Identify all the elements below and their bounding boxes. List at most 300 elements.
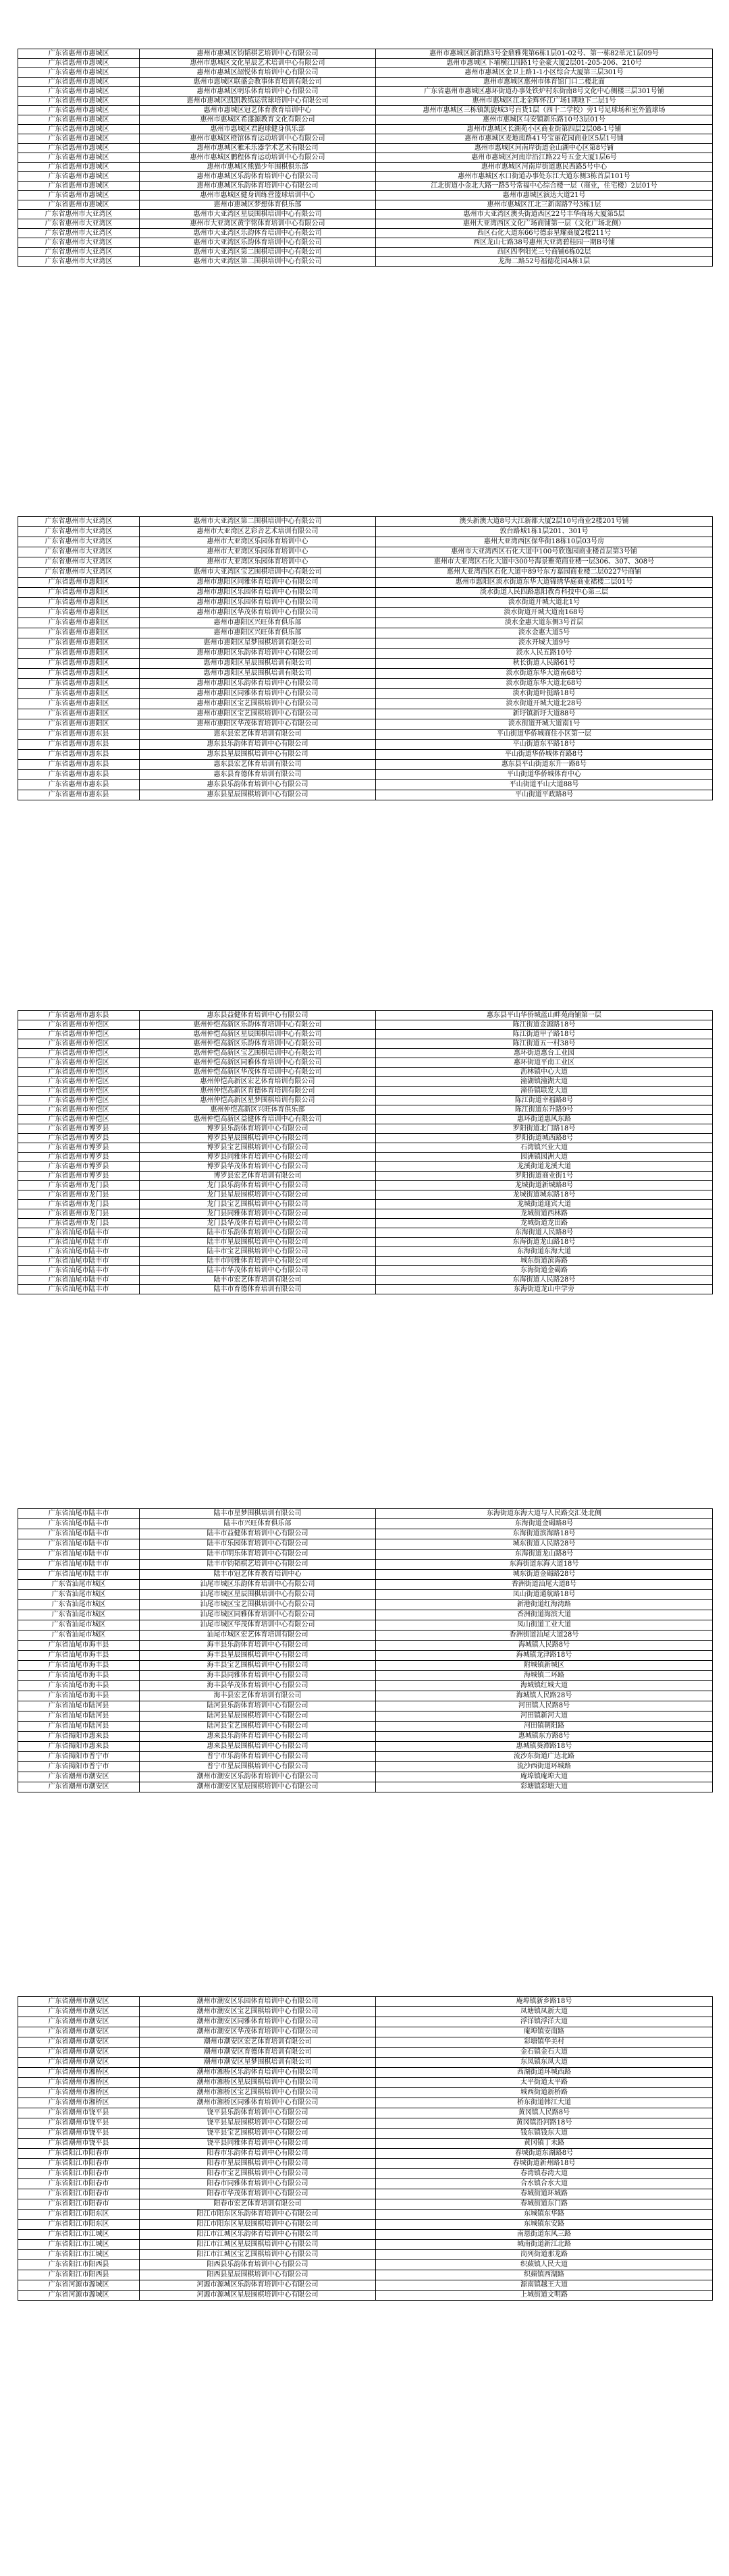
institution-name-cell: 龙门县华茂体育培训中心有限公司	[140, 1219, 376, 1228]
institution-name-cell: 普宁市星辰围棋培训中心有限公司	[140, 1762, 376, 1772]
table-row	[18, 59, 713, 68]
region-cell: 广东省汕尾市陆丰市	[18, 1238, 140, 1247]
institution-name-cell: 惠州市惠城区联盛会教事体育培训有限公司	[140, 78, 376, 87]
institution-name-cell: 陆丰市宝艺围棋培训中心有限公司	[140, 1247, 376, 1257]
institution-name-cell: 惠东县宏艺体育培训有限公司	[140, 760, 376, 770]
institution-name-cell: 惠州市惠城区希盛源教育文化有限公司	[140, 115, 376, 125]
region-cell: 广东省惠州市惠城区	[18, 200, 140, 210]
institution-name-cell: 惠州市惠阳区乐园体育培训中心有限公司	[140, 588, 376, 598]
region-cell: 广东省潮州市潮安区	[18, 2037, 140, 2048]
region-cell: 广东省阳江市阳东区	[18, 2210, 140, 2220]
table-row	[18, 2007, 713, 2017]
table-row	[18, 238, 713, 248]
address-cell: 敦台路城1栋1层201、301号	[376, 527, 713, 537]
region-cell: 广东省汕尾市陆丰市	[18, 1247, 140, 1257]
region-cell: 广东省潮州市饶平县	[18, 2108, 140, 2118]
address-cell: 惠东县平山华侨城蓝山畔苑商铺第一层	[376, 1011, 713, 1020]
table-row	[18, 1997, 713, 2007]
table-row	[18, 1068, 713, 1077]
address-cell: 龙城街道城东路18号	[376, 1190, 713, 1200]
institution-name-cell: 博罗县星辰围棋培训中心有限公司	[140, 1134, 376, 1143]
institution-name-cell: 陆丰市星梦围棋培训有限公司	[140, 1509, 376, 1519]
institution-name-cell: 惠州市惠阳区乐韵体育培训中心有限公司	[140, 649, 376, 659]
address-cell: 凤山街道工业大道	[376, 1620, 713, 1630]
address-cell: 惠州市惠城区麦地南路41号宝丽花园商业区5层1号铺	[376, 134, 713, 144]
table-row	[18, 191, 713, 200]
table-row	[18, 638, 713, 649]
region-cell: 广东省惠州市惠城区	[18, 163, 140, 172]
address-cell: 东海街道龙山路18号	[376, 1238, 713, 1247]
institution-name-cell: 龙门县宝艺围棋培训中心有限公司	[140, 1200, 376, 1209]
table-row	[18, 750, 713, 760]
address-cell: 淡水金惠大道东侧3号首层	[376, 618, 713, 628]
table-row	[18, 649, 713, 659]
region-cell: 广东省汕尾市城区	[18, 1600, 140, 1610]
address-cell: 东海街道龙山路8号	[376, 1550, 713, 1560]
table-row	[18, 659, 713, 669]
table-row	[18, 578, 713, 588]
institution-name-cell: 惠州市惠阳区星辰围棋培训有限公司	[140, 669, 376, 679]
region-cell: 广东省惠州市仲恺区	[18, 1068, 140, 1077]
table-row	[18, 1671, 713, 1681]
institution-name-cell: 惠州仲恺高新区育德体育培训有限公司	[140, 1087, 376, 1096]
table-row	[18, 1519, 713, 1529]
table-row	[18, 1200, 713, 1209]
institution-name-cell: 普宁市乐韵体育培训中心有限公司	[140, 1752, 376, 1762]
table-row	[18, 153, 713, 163]
address-cell: 彩塘镇彩塘大道	[376, 1782, 713, 1792]
institution-name-cell: 陆河县星辰围棋培训中心有限公司	[140, 1711, 376, 1722]
institution-name-cell: 陆丰市华茂体育培训中心有限公司	[140, 1266, 376, 1276]
institution-name-cell: 惠州市惠城区乐韵体育培训中心有限公司	[140, 172, 376, 182]
region-cell: 广东省惠州市大亚湾区	[18, 238, 140, 248]
region-cell: 广东省阳江市阳春市	[18, 2199, 140, 2210]
region-cell: 广东省河源市源城区	[18, 2280, 140, 2291]
institution-name-cell: 惠东县宏艺体育培训有限公司	[140, 730, 376, 740]
region-cell: 广东省潮州市潮安区	[18, 2007, 140, 2017]
table-row	[18, 248, 713, 257]
address-cell: 海城镇人民路28号	[376, 1691, 713, 1701]
institution-name-cell: 惠州市惠阳区宝艺围棋培训中心有限公司	[140, 699, 376, 709]
address-cell: 香洲街道海滨大道	[376, 1610, 713, 1620]
institution-table	[18, 516, 713, 800]
institution-name-cell: 惠州市惠阳区同雅体育培训中心有限公司	[140, 689, 376, 699]
region-cell: 广东省汕尾市海丰县	[18, 1641, 140, 1651]
region-cell: 广东省惠州市惠城区	[18, 78, 140, 87]
table-row	[18, 1058, 713, 1068]
address-cell: 惠州市惠城区下埔横江四路1号金豪大厦2层01-205-206、210号	[376, 59, 713, 68]
table-row	[18, 172, 713, 182]
institution-name-cell: 潮州市湘桥区宝艺围棋培训中心有限公司	[140, 2088, 376, 2098]
region-cell: 广东省阳江市阳春市	[18, 2179, 140, 2189]
institution-name-cell: 阳江市江城区星辰围棋培训中心有限公司	[140, 2240, 376, 2250]
region-cell: 广东省惠州市大亚湾区	[18, 527, 140, 537]
institution-name-cell: 惠州市大亚湾区艺彩音艺术培训有限公司	[140, 527, 376, 537]
address-cell: 黄冈镇人民路8号	[376, 2108, 713, 2118]
table-row	[18, 689, 713, 699]
institution-name-cell: 惠州市大亚湾区乐园体育培训中心	[140, 557, 376, 568]
address-cell: 东海街道东海大道	[376, 1247, 713, 1257]
table-row	[18, 2139, 713, 2149]
table-row	[18, 1762, 713, 1772]
region-cell: 广东省惠州市仲恺区	[18, 1039, 140, 1049]
table-row	[18, 182, 713, 191]
address-cell: 惠州大亚湾西区文化广场商铺第一层（文化广场北侧）	[376, 219, 713, 229]
institution-name-cell: 陆河县乐韵体育培训中心有限公司	[140, 1701, 376, 1711]
region-cell: 广东省潮州市湘桥区	[18, 2088, 140, 2098]
address-cell: 东海街道金碣路	[376, 1266, 713, 1276]
institution-name-cell: 汕尾市城区乐韵体育培训中心有限公司	[140, 1580, 376, 1590]
table-row	[18, 97, 713, 106]
address-cell: 岗列街道那龙路	[376, 2250, 713, 2260]
region-cell: 广东省潮州市潮安区	[18, 1782, 140, 1792]
region-cell: 广东省惠州市惠城区	[18, 87, 140, 97]
address-cell: 惠州市惠城区金卫上路1-1小区综合大厦第三层301号	[376, 68, 713, 78]
address-cell: 城东街道人民路28号	[376, 1539, 713, 1550]
address-cell: 惠环街道惠风东路	[376, 1115, 713, 1124]
address-cell: 惠州市惠城区新消路3号金鼎雅苑第6栋1层01-02号、第一栋82单元1层09号	[376, 49, 713, 59]
institution-name-cell: 惠州市惠阳区同雅体育培训中心有限公司	[140, 578, 376, 588]
institution-name-cell: 阳春市乐韵体育培训中心有限公司	[140, 2149, 376, 2159]
address-cell: 彩塘镇华美村	[376, 2037, 713, 2048]
region-cell: 广东省潮州市潮安区	[18, 1772, 140, 1782]
institution-name-cell: 龙门县星辰围棋培训中心有限公司	[140, 1190, 376, 1200]
region-cell: 广东省惠州市龙门县	[18, 1219, 140, 1228]
table-row	[18, 1691, 713, 1701]
institution-name-cell: 阳西县乐韵体育培训中心有限公司	[140, 2260, 376, 2270]
region-cell: 广东省惠州市大亚湾区	[18, 557, 140, 568]
table-row	[18, 2088, 713, 2098]
institution-table	[18, 1010, 713, 1294]
address-cell: 平山街道华侨城体育路8号	[376, 750, 713, 760]
region-cell: 广东省揭阳市惠来县	[18, 1742, 140, 1752]
region-cell: 广东省潮州市湘桥区	[18, 2068, 140, 2078]
region-cell: 广东省惠州市大亚湾区	[18, 547, 140, 557]
address-cell: 惠州市惠阳区淡水街道东华大道锦绣华庭商业裙楼二层01号	[376, 578, 713, 588]
institution-name-cell: 河源市源城区乐韵体育培训中心有限公司	[140, 2280, 376, 2291]
table-row	[18, 2118, 713, 2129]
region-cell: 广东省惠州市龙门县	[18, 1190, 140, 1200]
institution-table	[18, 1508, 713, 1792]
table-row	[18, 1190, 713, 1200]
table-row	[18, 1711, 713, 1722]
address-cell: 惠州大亚湾西区石化大道中89号东方嘉园商业楼二层0227号商铺	[376, 568, 713, 578]
institution-name-cell: 惠东县乐韵体育培训中心有限公司	[140, 740, 376, 750]
region-cell: 广东省惠州市惠城区	[18, 97, 140, 106]
institution-name-cell: 惠州仲恺高新区华茂体育培训中心有限公司	[140, 1068, 376, 1077]
institution-name-cell: 饶平县宝艺围棋培训中心有限公司	[140, 2129, 376, 2139]
table-row	[18, 1630, 713, 1641]
institution-name-cell: 惠州市惠城区熊猫少年围棋俱乐部	[140, 163, 376, 172]
table-row	[18, 679, 713, 689]
address-cell: 惠州市惠城区长湖苑小区商业街第四层2层08-1号铺	[376, 125, 713, 134]
region-cell: 广东省惠州市龙门县	[18, 1200, 140, 1209]
institution-name-cell: 阳江市江城区宝艺围棋培训中心有限公司	[140, 2250, 376, 2260]
institution-name-cell: 惠州仲恺高新区宏艺体育培训有限公司	[140, 1077, 376, 1087]
table-row	[18, 1049, 713, 1058]
address-cell: 惠东县平山街道东升一路8号	[376, 760, 713, 770]
address-cell: 淡水街道开城大道北28号	[376, 699, 713, 709]
institution-name-cell: 饶平县星辰围棋培训中心有限公司	[140, 2118, 376, 2129]
region-cell: 广东省惠州市大亚湾区	[18, 229, 140, 238]
institution-name-cell: 陆丰市同雅体育培训中心有限公司	[140, 1257, 376, 1266]
table-row	[18, 1772, 713, 1782]
table-row	[18, 2189, 713, 2199]
region-cell: 广东省阳江市江城区	[18, 2230, 140, 2240]
table-row	[18, 537, 713, 547]
table-row	[18, 2108, 713, 2118]
address-cell: 桥东街道韩江大道	[376, 2098, 713, 2108]
table-row	[18, 1285, 713, 1294]
region-cell: 广东省潮州市饶平县	[18, 2118, 140, 2129]
institution-name-cell: 陆丰市宏艺体育培训有限公司	[140, 1276, 376, 1285]
region-cell: 广东省汕尾市陆丰市	[18, 1509, 140, 1519]
region-cell: 广东省惠州市仲恺区	[18, 1105, 140, 1115]
address-cell: 惠环街道惠台工业园	[376, 1049, 713, 1058]
institution-name-cell: 惠州仲恺高新区同雅体育培训中心有限公司	[140, 1058, 376, 1068]
table-row	[18, 2098, 713, 2108]
table-row	[18, 2240, 713, 2250]
institution-name-cell: 惠州市大亚湾区乐园体育培训中心	[140, 547, 376, 557]
address-cell: 潼侨镇联发大道	[376, 1087, 713, 1096]
institution-name-cell: 陆丰市星辰围棋培训中心有限公司	[140, 1238, 376, 1247]
table-row	[18, 2291, 713, 2301]
institution-name-cell: 惠州仲恺高新区兴旺体育俱乐部	[140, 1105, 376, 1115]
table-row	[18, 1030, 713, 1039]
table-row	[18, 1509, 713, 1519]
region-cell: 广东省惠州市惠城区	[18, 182, 140, 191]
address-cell: 织𬞟镇西湖路	[376, 2270, 713, 2280]
address-cell: 陈江街道金源路18号	[376, 1020, 713, 1030]
table-row	[18, 1266, 713, 1276]
address-cell: 石湾镇兴业大道	[376, 1143, 713, 1153]
table-row	[18, 1752, 713, 1762]
address-cell: 东海街道滨海路18号	[376, 1529, 713, 1539]
institution-name-cell: 陆丰市兴旺体育俱乐部	[140, 1519, 376, 1529]
table-row	[18, 1620, 713, 1630]
institution-name-cell: 惠州市惠城区雅禾乐器学术艺术有限公司	[140, 144, 376, 153]
address-cell: 新港街道红海湾路	[376, 1600, 713, 1610]
address-cell: 庵埠镇庵埠大道	[376, 1772, 713, 1782]
region-cell: 广东省潮州市潮安区	[18, 2048, 140, 2058]
institution-name-cell: 博罗县华茂体育培训中心有限公司	[140, 1162, 376, 1172]
institution-table	[18, 1996, 713, 2301]
table-row	[18, 219, 713, 229]
institution-name-cell: 惠州市惠阳区兴旺体育俱乐部	[140, 618, 376, 628]
region-cell: 广东省惠州市博罗县	[18, 1134, 140, 1143]
table-row	[18, 1238, 713, 1247]
institution-name-cell: 惠州市大亚湾区乐韵体育培训中心有限公司	[140, 229, 376, 238]
table-row	[18, 1247, 713, 1257]
table-row	[18, 1257, 713, 1266]
region-cell: 广东省惠州市仲恺区	[18, 1115, 140, 1124]
table-row	[18, 210, 713, 219]
address-cell: 龙城街道迎宾大道	[376, 1200, 713, 1209]
table-row	[18, 134, 713, 144]
table-row	[18, 2129, 713, 2139]
institution-name-cell: 海丰县宏艺体育培训有限公司	[140, 1691, 376, 1701]
address-cell: 陈江街道幸福路8号	[376, 1096, 713, 1105]
address-cell: 淡水金惠大道5号	[376, 628, 713, 638]
institution-name-cell: 惠州仲恺高新区宝艺围棋培训中心有限公司	[140, 1049, 376, 1058]
table-row	[18, 1732, 713, 1742]
address-cell: 浮洋镇浮洋大道	[376, 2017, 713, 2027]
address-cell: 春城街道东门路	[376, 2199, 713, 2210]
address-cell: 龙城街道新城路8号	[376, 1181, 713, 1190]
table-row	[18, 106, 713, 115]
address-cell: 西区石化大道东66号德泰星耀商厦2楼211号	[376, 229, 713, 238]
address-cell: 流沙东街道广达北路	[376, 1752, 713, 1762]
table-row	[18, 598, 713, 608]
address-cell: 海城镇人民路8号	[376, 1641, 713, 1651]
address-cell: 黄冈镇沿河路18号	[376, 2118, 713, 2129]
address-cell: 上城街道文明路	[376, 2291, 713, 2301]
institution-name-cell: 惠州市大亚湾区第二围棋培训中心有限公司	[140, 257, 376, 267]
institution-name-cell: 惠州市惠城区君跑球健身俱乐部	[140, 125, 376, 134]
region-cell: 广东省阳江市江城区	[18, 2240, 140, 2250]
institution-name-cell: 阳江市江城区乐韵体育培训中心有限公司	[140, 2230, 376, 2240]
institution-name-cell: 惠来县乐韵体育培训中心有限公司	[140, 1732, 376, 1742]
table-row	[18, 2210, 713, 2220]
address-cell: 惠州市惠城区水口街道办事处东江大道东侧3栋首层101号	[376, 172, 713, 182]
table-row	[18, 588, 713, 598]
table-panel-1	[18, 49, 711, 267]
table-row	[18, 1153, 713, 1162]
institution-name-cell: 惠州市大亚湾区星辰围棋培训中心有限公司	[140, 210, 376, 219]
institution-name-cell: 陆丰市钧韬棋艺培训中心有限公司	[140, 1560, 376, 1570]
address-cell: 附城镇新城区	[376, 1661, 713, 1671]
institution-name-cell: 惠州市惠阳区兴旺体育俱乐部	[140, 628, 376, 638]
address-cell: 淡水街道叶挺路18号	[376, 689, 713, 699]
table-row	[18, 1661, 713, 1671]
region-cell: 广东省河源市源城区	[18, 2291, 140, 2301]
region-cell: 广东省汕尾市陆河县	[18, 1701, 140, 1711]
region-cell: 广东省汕尾市陆丰市	[18, 1560, 140, 1570]
institution-name-cell: 潮州市潮安区宝艺围棋培训中心有限公司	[140, 2007, 376, 2017]
region-cell: 广东省惠州市惠城区	[18, 115, 140, 125]
institution-name-cell: 惠州市惠城区乐韵体育培训中心有限公司	[140, 182, 376, 191]
institution-name-cell: 海丰县星辰围棋培训中心有限公司	[140, 1651, 376, 1661]
table-row	[18, 144, 713, 153]
institution-name-cell: 潮州市潮安区乐园体育培训中心有限公司	[140, 1997, 376, 2007]
institution-name-cell: 陆丰市乐韵体育培训中心有限公司	[140, 1228, 376, 1238]
institution-name-cell: 惠东县益健体育培训中心有限公司	[140, 1011, 376, 1020]
institution-name-cell: 饶平县同雅体育培训中心有限公司	[140, 2139, 376, 2149]
address-cell: 西区龙山七路38号惠州大亚湾碧桂园一期B号铺	[376, 238, 713, 248]
region-cell: 广东省惠州市博罗县	[18, 1143, 140, 1153]
institution-name-cell: 惠州市惠城区文化星辰艺术培训中心有限公司	[140, 59, 376, 68]
address-cell: 惠州市惠城区马安镇新乐路10号3层01号	[376, 115, 713, 125]
table-panel-2	[18, 516, 711, 800]
region-cell: 广东省惠州市惠阳区	[18, 598, 140, 608]
institution-name-cell: 龙门县同雅体育培训中心有限公司	[140, 1209, 376, 1219]
table-row	[18, 618, 713, 628]
table-row	[18, 2230, 713, 2240]
institution-name-cell: 阳西县星辰围棋培训中心有限公司	[140, 2270, 376, 2280]
table-row	[18, 1570, 713, 1580]
institution-name-cell: 海丰县乐韵体育培训中心有限公司	[140, 1641, 376, 1651]
address-cell: 西区四季阳光三号商铺6栋02层	[376, 248, 713, 257]
address-cell: 平山街道平政路8号	[376, 790, 713, 800]
table-row	[18, 2220, 713, 2230]
address-cell: 海城镇龙津路18号	[376, 1651, 713, 1661]
region-cell: 广东省潮州市饶平县	[18, 2129, 140, 2139]
region-cell: 广东省惠州市惠东县	[18, 730, 140, 740]
region-cell: 广东省阳江市阳春市	[18, 2169, 140, 2179]
table-row	[18, 2169, 713, 2179]
institution-name-cell: 阳江市阳东区星辰围棋培训中心有限公司	[140, 2220, 376, 2230]
address-cell: 新圩镇新圩大道88号	[376, 709, 713, 719]
address-cell: 黄冈镇丁未路	[376, 2139, 713, 2149]
institution-name-cell: 博罗县乐韵体育培训中心有限公司	[140, 1124, 376, 1134]
region-cell: 广东省揭阳市惠来县	[18, 1732, 140, 1742]
table-row	[18, 2149, 713, 2159]
region-cell: 广东省惠州市惠东县	[18, 740, 140, 750]
institution-name-cell: 阳春市星辰围棋培训中心有限公司	[140, 2159, 376, 2169]
region-cell: 广东省汕尾市海丰县	[18, 1671, 140, 1681]
institution-name-cell: 惠州市惠城区钧韬棋艺培训中心有限公司	[140, 49, 376, 59]
table-row	[18, 557, 713, 568]
region-cell: 广东省惠州市惠城区	[18, 49, 140, 59]
region-cell: 广东省惠州市惠阳区	[18, 618, 140, 628]
institution-name-cell: 惠州市惠阳区华茂体育培训中心有限公司	[140, 608, 376, 618]
table-row	[18, 730, 713, 740]
region-cell: 广东省惠州市惠阳区	[18, 659, 140, 669]
address-cell: 惠州市惠城区三栋镇凯旋城3号百货1层（四十二学校）旁1号足球场和室外篮球场	[376, 106, 713, 115]
address-cell: 东海街道龙山中学旁	[376, 1285, 713, 1294]
address-cell: 沥林镇中心大道	[376, 1068, 713, 1077]
region-cell: 广东省汕尾市陆丰市	[18, 1550, 140, 1560]
table-row	[18, 2017, 713, 2027]
address-cell: 惠州市惠城区江北金辉怀江广场1期地下二层1号	[376, 97, 713, 106]
table-row	[18, 1077, 713, 1087]
address-cell: 春城街道东湖路8号	[376, 2149, 713, 2159]
address-cell: 东海街道东海大道18号	[376, 1560, 713, 1570]
institution-name-cell: 阳春市同雅体育培训中心有限公司	[140, 2179, 376, 2189]
table-row	[18, 1539, 713, 1550]
region-cell: 广东省潮州市饶平县	[18, 2139, 140, 2149]
table-row	[18, 163, 713, 172]
region-cell: 广东省阳江市阳春市	[18, 2159, 140, 2169]
region-cell: 广东省汕尾市陆丰市	[18, 1228, 140, 1238]
table-row	[18, 527, 713, 537]
institution-name-cell: 潮州市湘桥区乐韵体育培训中心有限公司	[140, 2068, 376, 2078]
table-row	[18, 628, 713, 638]
institution-name-cell: 阳春市华茂体育培训中心有限公司	[140, 2189, 376, 2199]
region-cell: 广东省惠州市惠东县	[18, 780, 140, 790]
table-row	[18, 1181, 713, 1190]
region-cell: 广东省揭阳市普宁市	[18, 1752, 140, 1762]
table-row	[18, 1020, 713, 1030]
institution-name-cell: 惠州仲恺高新区星辰围棋培训中心有限公司	[140, 1030, 376, 1039]
institution-name-cell: 潮州市潮安区星梦围棋培训有限公司	[140, 2058, 376, 2068]
address-cell: 凤塘镇凤新大道	[376, 2007, 713, 2017]
institution-name-cell: 潮州市潮安区育德体育培训有限公司	[140, 2048, 376, 2058]
address-cell: 流沙西街道环城路	[376, 1762, 713, 1772]
region-cell: 广东省汕尾市陆河县	[18, 1711, 140, 1722]
table-row	[18, 1529, 713, 1539]
table-row	[18, 1011, 713, 1020]
institution-name-cell: 惠州市惠城区韶悦体育培训中心有限公司	[140, 68, 376, 78]
table-row	[18, 2159, 713, 2169]
region-cell: 广东省汕尾市海丰县	[18, 1661, 140, 1671]
institution-name-cell: 惠州市惠城区冠艺体育教育培训中心	[140, 106, 376, 115]
institution-name-cell: 惠州市惠阳区宝艺围棋培训中心有限公司	[140, 709, 376, 719]
address-cell: 城西街道新桥路	[376, 2088, 713, 2098]
address-cell: 淡水街道开城大道南1号	[376, 719, 713, 730]
region-cell: 广东省汕尾市陆丰市	[18, 1570, 140, 1580]
region-cell: 广东省潮州市湘桥区	[18, 2078, 140, 2088]
